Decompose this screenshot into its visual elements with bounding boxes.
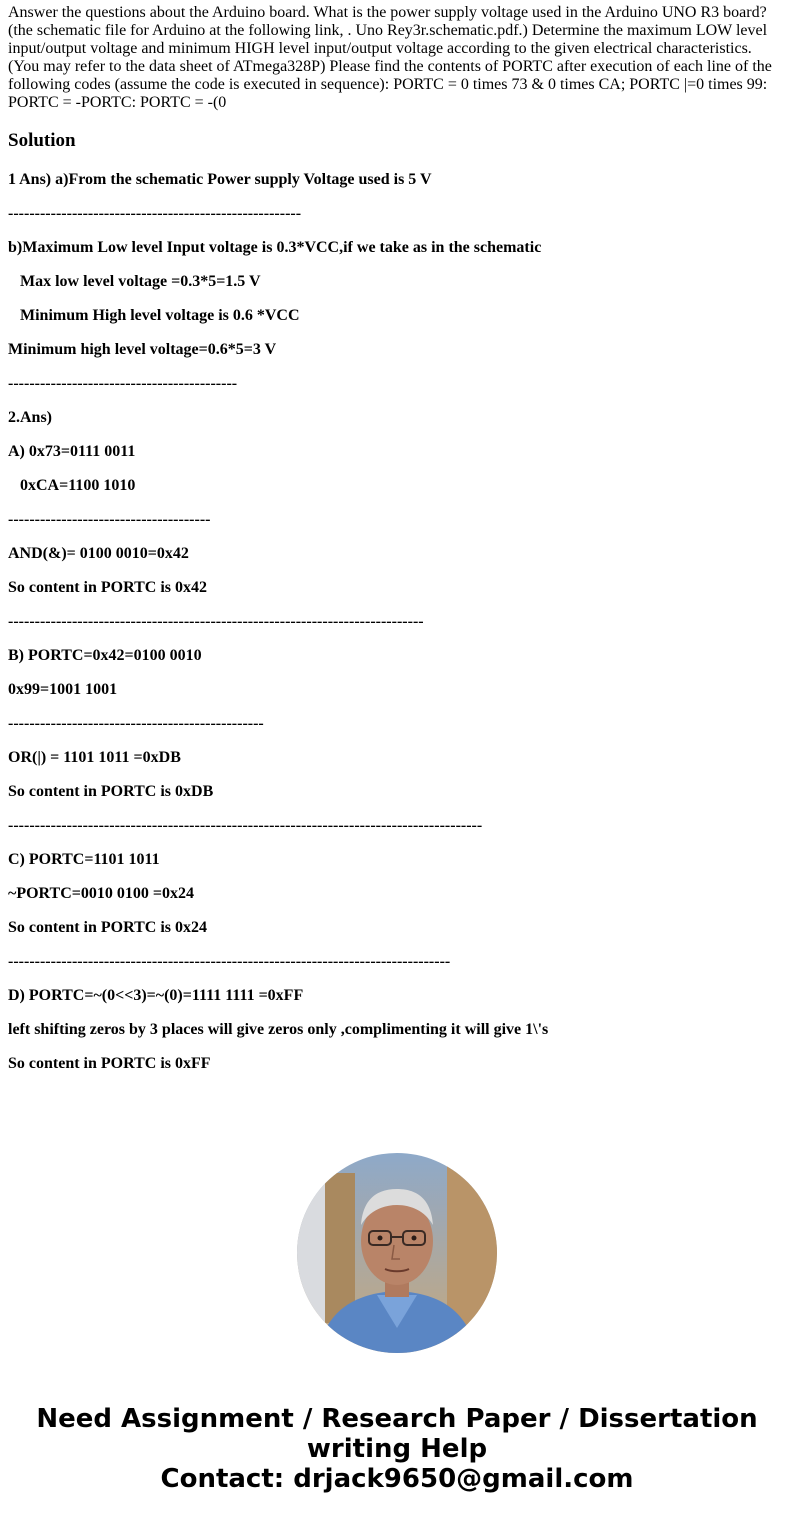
answer-line: Max low level voltage =0.3*5=1.5 V xyxy=(8,273,261,290)
footer-contact: Contact: drjack9650@gmail.com xyxy=(160,1464,634,1494)
separator-line: ------------------------------------------- xyxy=(8,375,238,392)
answer-line: OR(|) = 1101 1011 =0xDB xyxy=(8,749,181,766)
separator-line: -------------------------------------- xyxy=(8,511,211,528)
answer-line: 1 Ans) a)From the schematic Power supply Voltage used is 5 V xyxy=(8,171,432,188)
answer-line: A) 0x73=0111 0011 xyxy=(8,443,136,460)
answer-line: So content in PORTC is 0x24 xyxy=(8,919,208,936)
footer-line-1: Need Assignment / Research Paper / Dissertation xyxy=(36,1404,758,1434)
answer-line: 2.Ans) xyxy=(8,409,53,426)
separator-line: ----------------------------------------------------------------------------------------- xyxy=(8,817,483,834)
solution-heading: Solution xyxy=(8,130,76,151)
footer-line-2: writing Help xyxy=(306,1434,488,1464)
separator-line: ------------------------------------------------------------------------------ xyxy=(8,613,424,630)
answer-line: AND(&)= 0100 0010=0x42 xyxy=(8,545,189,562)
answer-line: b)Maximum Low level Input voltage is 0.3*VCC,if we take as in the schematic xyxy=(8,239,542,256)
answer-line: Minimum high level voltage=0.6*5=3 V xyxy=(8,341,277,358)
answer-line: So content in PORTC is 0xFF xyxy=(8,1055,211,1072)
answer-line: B) PORTC=0x42=0100 0010 xyxy=(8,647,202,664)
answer-line: 0x99=1001 1001 xyxy=(8,681,118,698)
author-avatar xyxy=(297,1153,497,1353)
question-text: Answer the questions about the Arduino board. What is the power supply voltage used in the Arduino UNO R3 board? (the schematic file for Arduino at the following link, . Uno Rey3r.schematic.pdf.) Determine the maximum LOW level input/output voltage and minimum HIGH level input/output voltage according to the given electrical characteristics. (You may refer to the data sheet of ATmega328P) Please find the contents of PORTC after execution of each line of the following codes (assume the code is executed in sequence): PORTC = 0 times 73 & 0 times CA; PORTC |=0 times 99: PORTC = -PORTC: PORTC = -(0 xyxy=(8,4,772,111)
answer-line: So content in PORTC is 0x42 xyxy=(8,579,208,596)
separator-line: ------------------------------------------------------- xyxy=(8,205,302,222)
separator-line: ----------------------------------------------------------------------------------- xyxy=(8,953,451,970)
solution-body xyxy=(8,171,786,1089)
promo-footer xyxy=(0,1404,794,1494)
author-portrait-image xyxy=(297,1153,497,1353)
answer-line: 0xCA=1100 1010 xyxy=(8,477,136,494)
answer-line: Minimum High level voltage is 0.6 *VCC xyxy=(8,307,300,324)
answer-line: left shifting zeros by 3 places will give zeros only ,complimenting it will give 1\'s xyxy=(8,1021,549,1038)
separator-line: ------------------------------------------------ xyxy=(8,715,264,732)
answer-line: So content in PORTC is 0xDB xyxy=(8,783,214,800)
answer-line: ~PORTC=0010 0100 =0x24 xyxy=(8,885,194,902)
answer-line: C) PORTC=1101 1011 xyxy=(8,851,160,868)
answer-line: D) PORTC=~(0<<3)=~(0)=1111 1111 =0xFF xyxy=(8,987,304,1004)
